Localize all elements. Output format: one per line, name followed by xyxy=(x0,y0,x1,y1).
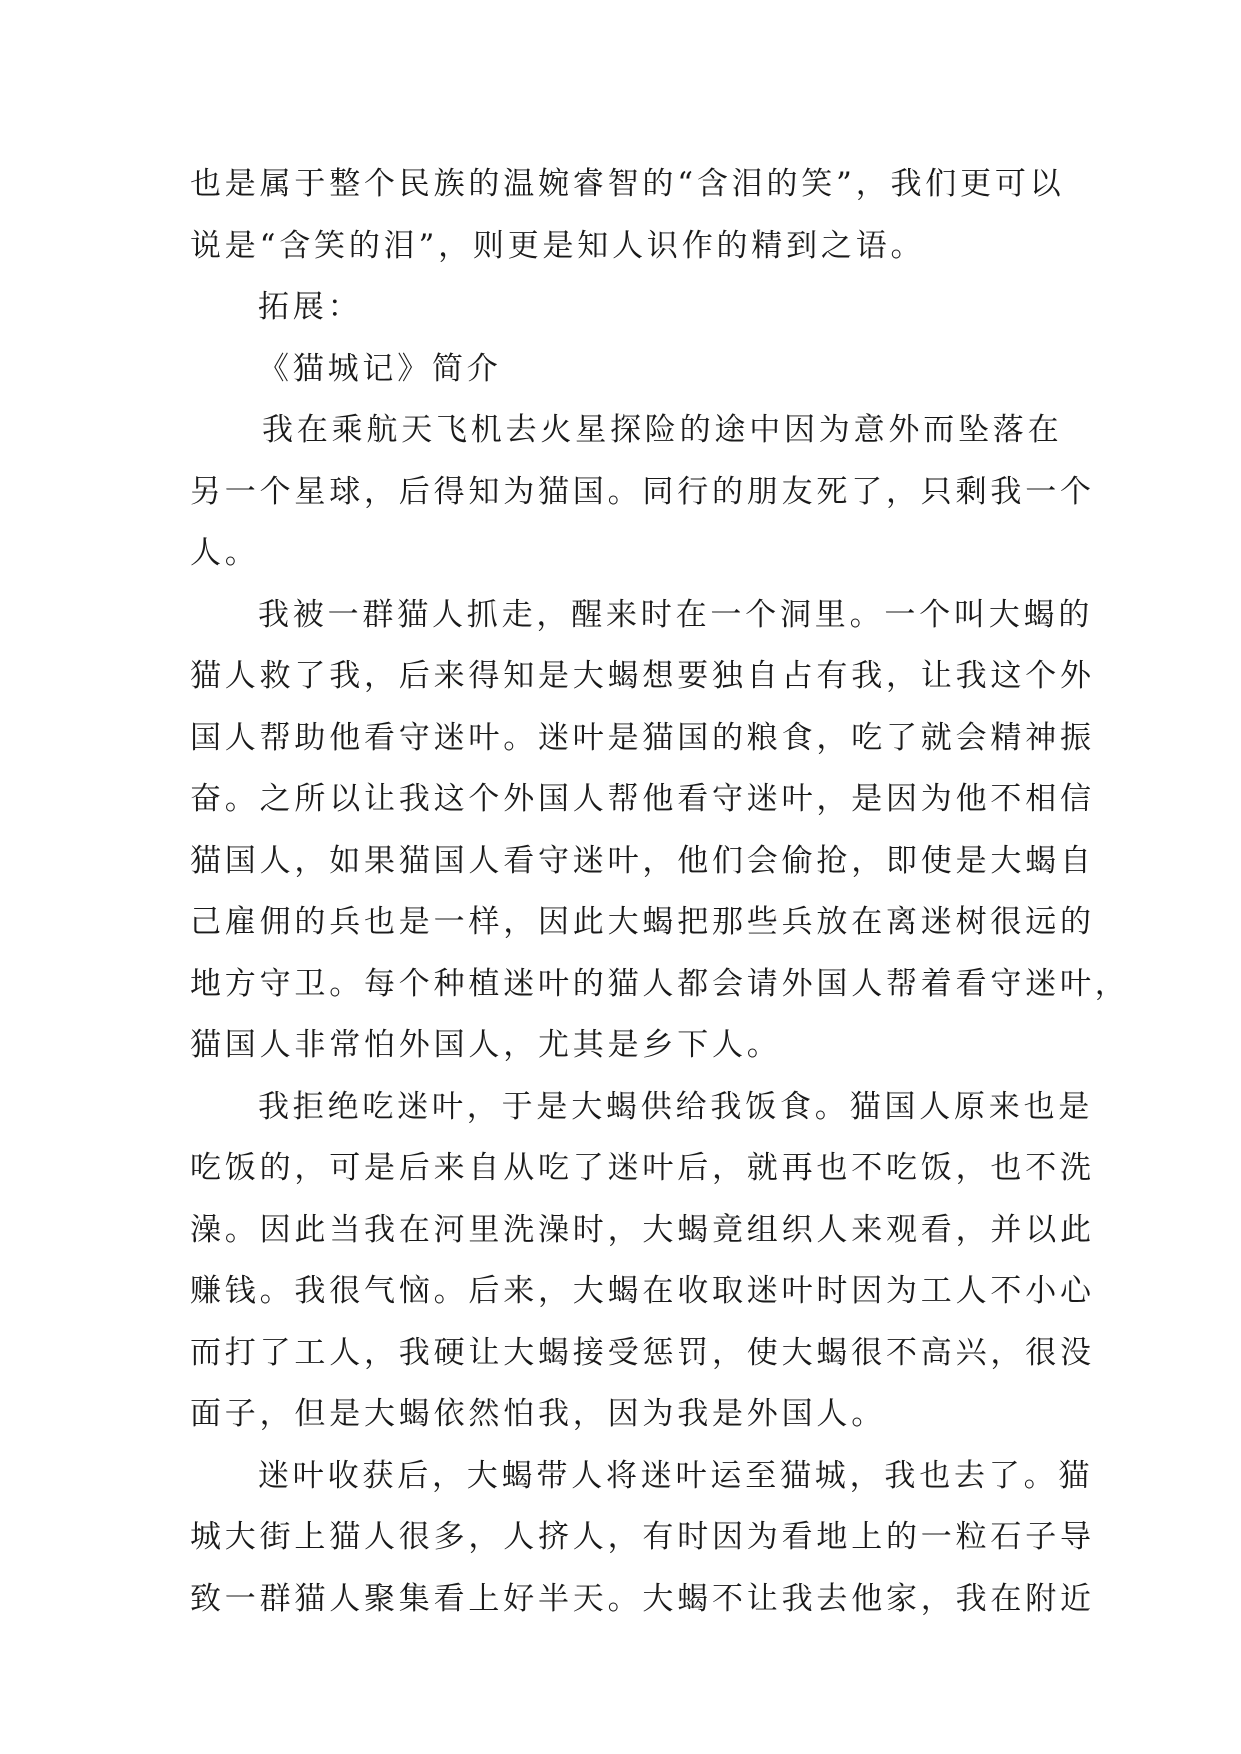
text-line: 我在乘航天飞机去火星探险的途中因为意外而坠落在 xyxy=(262,412,1063,448)
text-line: 人。 xyxy=(190,535,260,571)
text-line: 己雇佣的兵也是一样，因此大蝎把那些兵放在离迷树很远的 xyxy=(190,904,1095,940)
text-line: 也是属于整个民族的温婉睿智的“含泪的笑”，我们更可以 xyxy=(190,166,1065,202)
text-line: 而打了工人，我硬让大蝎接受惩罚，使大蝎很不高兴，很没 xyxy=(190,1334,1095,1371)
text-line: 我被一群猫人抓走，醒来时在一个洞里。一个叫大蝎的 xyxy=(258,596,1094,633)
text-line: 迷叶收获后，大蝎带人将迷叶运至猫城，我也去了。猫 xyxy=(258,1457,1094,1494)
text-line: 地方守卫。每个种植迷叶的猫人都会请外国人帮着看守迷叶， xyxy=(190,965,1130,1002)
text-line: 另一个星球，后得知为猫国。同行的朋友死了，只剩我一个 xyxy=(190,473,1095,510)
text-line: 澡。因此当我在河里洗澡时，大蝎竟组织人来观看，并以此 xyxy=(190,1211,1095,1248)
text-line: 国人帮助他看守迷叶。迷叶是猫国的粮食，吃了就会精神振 xyxy=(190,719,1095,756)
subsection-title: 《猫城记》简介 xyxy=(258,350,502,387)
text-line: 猫人救了我，后来得知是大蝎想要独自占有我，让我这个外 xyxy=(190,658,1095,694)
text-line: 吃饭的，可是后来自从吃了迷叶后，就再也不吃饭，也不洗 xyxy=(190,1150,1095,1186)
text-line: 致一群猫人聚集看上好半天。大蝎不让我去他家，我在附近 xyxy=(190,1580,1095,1617)
section-heading: 拓展： xyxy=(258,289,363,325)
text-line: 猫国人，如果猫国人看守迷叶，他们会偷抢，即使是大蝎自 xyxy=(190,842,1095,879)
text-line: 城大街上猫人很多，人挤人，有时因为看地上的一粒石子导 xyxy=(190,1519,1095,1555)
text-line: 赚钱。我很气恼。后来，大蝎在收取迷叶时因为工人不小心 xyxy=(190,1273,1095,1309)
text-line: 我拒绝吃迷叶，于是大蝎供给我饭食。猫国人原来也是 xyxy=(258,1088,1094,1125)
text-line: 猫国人非常怕外国人，尤其是乡下人。 xyxy=(190,1027,782,1063)
document-body xyxy=(190,154,1130,1630)
text-line: 面子，但是大蝎依然怕我，因为我是外国人。 xyxy=(190,1396,886,1432)
text-line: 说是“含笑的泪”，则更是知人识作的精到之语。 xyxy=(190,227,926,264)
text-line: 奋。之所以让我这个外国人帮他看守迷叶，是因为他不相信 xyxy=(190,781,1095,817)
